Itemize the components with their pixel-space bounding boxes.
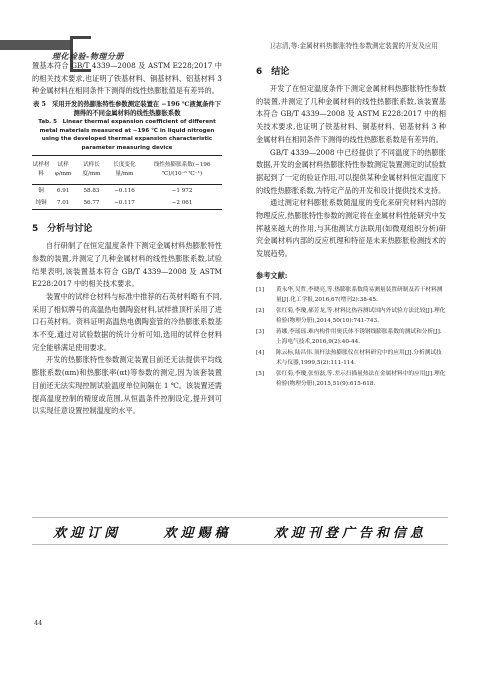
banner-subscribe: 欢迎订阅 [53, 525, 122, 541]
body-paragraph: 开发了在恒定温度条件下测定金属材料热膨胀特性参数的装置,并测定了几种金属材料的线性热膨胀系数,该装置基本符合 GB/T 4339—2008 及 ASTM E228:2017 中的相关技术要求,也证明了铁基材料、铜基材料、铝基材料 3 种金属材料在相同条件下测得的线性热膨胀系数是有差异的。 [256, 84, 446, 144]
reference-number: [4] [256, 349, 265, 356]
table-header: 长度变化量/mm [113, 162, 136, 178]
section-heading: 5 分析与讨论 [32, 224, 93, 235]
reference-number: [1] [256, 286, 265, 293]
reference-text: 黄永华,吴哲,李晓亮,等.热膨胀系数简易测量装置研制及若干材料测量[J].化工学报,2016,67(增刊2):38-45. [276, 286, 443, 304]
running-head: 卫志清,等:金属材料热膨胀特性参数测定装置的开发及应用 [268, 42, 438, 50]
table-cell: −0.116 [114, 188, 135, 195]
table-cell: 58.83 [83, 188, 100, 195]
table-header: 试样材料 [32, 162, 50, 178]
table-cell: −1 972 [171, 188, 193, 195]
table-row [32, 185, 222, 198]
table-title-en: Tab. 5 Linear thermal expansion coefficient of different metal materials measured at −196 ℃ in liquid nitrogen using the developed thermal expansion characteristic parameter measuring device [38, 119, 216, 151]
intro-paragraph: 置基本符合 GB/T 4339—2008 及 ASTM E228;2017 中的相关技术要求,也证明了铁基材料、铜基材料、铝基材料 3 种金属材料在相同条件下测得的线性热膨胀值是有差异的。 [32, 61, 222, 96]
promo-banner [32, 517, 448, 545]
table-title-cn: 表 5 采用开发的热膨胀特性参数测定装置在 −196 ℃液氮条件下测得的不同金属材料的线性热膨胀系数 [32, 101, 222, 118]
reference-number: [5] [256, 370, 265, 377]
reference-item [256, 306, 446, 327]
reference-text: 蒋娜,李瑶瑶.难内构件用奥氏体不锈钢线膨胀系数的测试和分析[J].上海电气技术,2016,9(2):40-44. [276, 328, 442, 346]
table-header: 线性热膨胀系数(−196 ℃)/(10⁻⁶ ℃⁻¹) [153, 162, 211, 178]
reference-number: [3] [256, 328, 265, 335]
banner-advertise: 欢迎刊登广告和信息 [273, 525, 427, 541]
table-cell: 纯铜 [35, 200, 47, 207]
body-paragraph: GB/T 4339—2008 中已经提供了不同温度下的热膨胀数据,开发的金属材料热膨胀特性参数测定装置测定的试验数据起到了一定的验证作用,可以提供某种金属材料恒定温度下的线性热膨胀系数,为特定产品的开发和设计提供技术支持。 [256, 147, 446, 195]
reference-item [256, 348, 446, 369]
reference-number: [2] [256, 307, 265, 314]
table-row [32, 197, 222, 210]
reference-item [256, 285, 446, 306]
journal-logo [0, 18, 140, 61]
body-paragraph: 通过测定材料膨胀系数随温度的变化来研究材料内部的物理反应,热膨胀特性参数的测定将在金属材料性能研究中发挥越来越大的作用,与其他测试方法联用(如微观组织分析)研究金属材料内部的反应机理和特征是未来热膨胀检测技术的发展趋势。 [256, 198, 446, 259]
body-paragraph: 开发的热膨胀特性参数测定装置目前还无法提供平均线膨胀系数(αm)和热膨胀率(αt)等参数的测定,因为该套装置目前还无法实现控制试验温度单位间隔在 1 ℃。该装置还需提高温度控制的精度或范围,从恒温条件控制设定,提升到可以实现任意设置控制温度的水平。 [32, 355, 222, 416]
results-table [32, 155, 222, 210]
reference-item [256, 327, 446, 348]
page-header [0, 0, 480, 61]
table-cell: 6.91 [56, 188, 70, 195]
references-heading: 参考文献: [256, 270, 288, 280]
banner-submit: 欢迎赐稿 [163, 525, 232, 541]
page-number: 44 [34, 619, 43, 627]
table-header: 试样 φ/mm [54, 162, 72, 178]
table-cell: −2 061 [171, 200, 193, 207]
reference-item [256, 369, 446, 390]
body-paragraph: 自行研制了在恒定温度条件下测定金属材料热膨胀特性参数的装置,并测定了几种金属材料的线性热膨胀系数,试验结果表明,该装置基本符合 GB/T 4339—2008 及 ASTM E228:2017 中的相关技术要求。 [32, 241, 222, 289]
table-cell: 56.77 [83, 200, 100, 207]
body-paragraph: 装置中的试样仓材料与标准中推荐的石英材料略有不同,采用了相似牌号的高温热电偶陶瓷材料,试样推顶杆采用了进口石英材料。资料证明高温热电偶陶瓷管的冷热膨胀系数基本不变,通过对试验数据的统计分析可知,选用的试样仓材料完全能够满足使用要求。 [32, 291, 222, 352]
reference-text: 陈云标,陆昌伟.顶杆法热膨胀仪在材料研究中的应用[J].分析测试技术与仪器,1999,5(2):111-114. [276, 349, 442, 367]
left-column [32, 60, 222, 418]
table-header: 试样长度/mm [82, 162, 101, 178]
section-heading: 6 结论 [256, 67, 290, 77]
reference-text: 张红菊,李瓊,张恒磊,等.差示扫描量热法在金属材料中的应用[J].理化检验(物理分册),2015,51(9):615-618. [276, 370, 446, 388]
table-cell: 铜 [38, 188, 44, 195]
table-cell: 7.01 [56, 200, 70, 207]
table-cell: −0.117 [114, 200, 135, 207]
table-header-row [32, 156, 222, 185]
right-column [256, 60, 446, 390]
journal-name: 理化检验-物理分册 [52, 52, 124, 61]
reference-text: 张红菊,李瓊,郝芳龙,等.材料比热容测试国内外试验方法比较[J].理化检验(物理分册),2014,50(10):741-743. [276, 307, 446, 325]
